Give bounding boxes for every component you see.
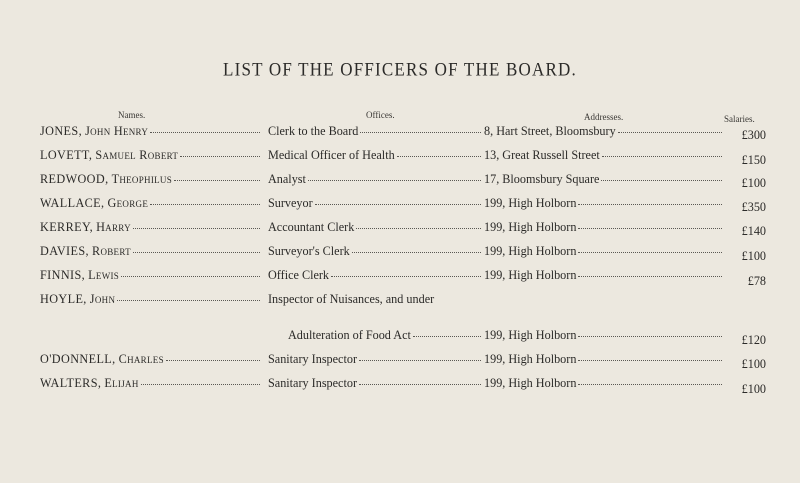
dot-leader (601, 180, 722, 181)
office-text: Inspector of Nuisances, and under (268, 292, 435, 306)
office-text: Office Clerk (268, 268, 330, 282)
officer-salary: £300 (741, 128, 766, 142)
dot-leader (359, 360, 481, 361)
officer-row (0, 220, 800, 238)
offices-column-header: Offices. (366, 110, 395, 120)
officer-office-continuation (288, 328, 483, 343)
officer-address (484, 148, 724, 163)
officer-row (0, 124, 800, 142)
office-text: Clerk to the Board (268, 124, 359, 138)
dot-leader (150, 132, 260, 133)
office-text: Sanitary Inspector (268, 376, 358, 390)
office-text: Accountant Clerk (268, 220, 355, 234)
officer-name (40, 244, 262, 259)
address-text: 199, High Holborn (484, 352, 577, 366)
officer-row (0, 148, 800, 166)
officer-row (0, 172, 800, 190)
office-text: Medical Officer of Health (268, 148, 395, 162)
address-text: 199, High Holborn (484, 328, 577, 342)
dot-leader (578, 336, 722, 337)
address-text: 199, High Holborn (484, 196, 577, 210)
officer-address (484, 268, 724, 283)
officer-office (268, 172, 483, 187)
officer-salary: £100 (741, 249, 766, 263)
dot-leader (413, 336, 481, 337)
officer-given-names: Charles (118, 352, 164, 366)
officer-row (0, 196, 800, 214)
officer-address (484, 172, 724, 187)
officer-address (484, 352, 724, 367)
officer-given-names: Robert (92, 244, 131, 258)
officer-salary: £350 (741, 200, 766, 214)
dot-leader (308, 180, 481, 181)
officer-name (40, 292, 262, 307)
office-text: Analyst (268, 172, 306, 186)
officer-name (40, 124, 262, 139)
dot-leader (397, 156, 481, 157)
dot-leader (578, 204, 722, 205)
officer-surname: HOYLE, (40, 292, 87, 306)
officer-surname: DAVIES, (40, 244, 89, 258)
officer-row-continuation (0, 328, 800, 346)
officer-row (0, 292, 800, 310)
officer-office (268, 148, 483, 163)
officer-row (0, 352, 800, 370)
officer-address (484, 244, 724, 259)
dot-leader (602, 156, 722, 157)
office-text: Adulteration of Food Act (288, 328, 411, 342)
officer-name (40, 148, 262, 163)
dot-leader (166, 360, 260, 361)
officer-row (0, 268, 800, 286)
officer-address (484, 124, 724, 139)
address-text: 199, High Holborn (484, 220, 577, 234)
office-text: Sanitary Inspector (268, 352, 358, 366)
dot-leader (174, 180, 260, 181)
address-text: 13, Great Russell Street (484, 148, 600, 162)
dot-leader (180, 156, 260, 157)
officer-salary: £100 (741, 382, 766, 396)
officer-office (268, 196, 483, 211)
dot-leader (360, 132, 481, 133)
officer-surname: REDWOOD, (40, 172, 109, 186)
officer-given-names: John (89, 292, 116, 306)
officer-given-names: Lewis (88, 268, 120, 282)
names-column-header: Names. (118, 110, 146, 120)
officer-surname: LOVETT, (40, 148, 93, 162)
dot-leader (578, 252, 722, 253)
officer-surname: JONES, (40, 124, 83, 138)
dot-leader (356, 228, 481, 229)
officer-given-names: Theophilus (111, 172, 173, 186)
officer-surname: WALTERS, (40, 376, 102, 390)
dot-leader (141, 384, 260, 385)
officer-surname: FINNIS, (40, 268, 86, 282)
address-text: 8, Hart Street, Bloomsbury (484, 124, 616, 138)
office-text: Surveyor (268, 196, 313, 210)
officer-surname: WALLACE, (40, 196, 105, 210)
officer-given-names: George (107, 196, 149, 210)
officer-address (484, 328, 724, 343)
officer-office (268, 268, 483, 283)
officer-surname: O'DONNELL, (40, 352, 116, 366)
officer-office (268, 220, 483, 235)
officer-row (0, 376, 800, 394)
officer-salary: £150 (741, 153, 766, 167)
officer-given-names: Elijah (104, 376, 139, 390)
dot-leader (578, 276, 722, 277)
officer-office (268, 244, 483, 259)
officer-address (484, 376, 724, 391)
address-text: 17, Bloomsbury Square (484, 172, 600, 186)
dot-leader (121, 276, 260, 277)
officer-office (268, 376, 483, 391)
officer-salary: £120 (741, 333, 766, 347)
officer-office (268, 352, 483, 367)
officer-name (40, 268, 262, 283)
dot-leader (133, 252, 260, 253)
officer-given-names: Harry (96, 220, 131, 234)
page-title: LIST OF THE OFFICERS OF THE BOARD. (223, 58, 577, 81)
officer-given-names: John Henry (85, 124, 149, 138)
officer-name (40, 220, 262, 235)
officer-salary: £78 (747, 274, 766, 288)
officer-name (40, 352, 262, 367)
officer-given-names: Samuel Robert (95, 148, 179, 162)
dot-leader (331, 276, 481, 277)
address-text: 199, High Holborn (484, 244, 577, 258)
dot-leader (133, 228, 260, 229)
officer-office (268, 292, 483, 307)
salaries-column-header: Salaries. (724, 114, 755, 124)
dot-leader (578, 384, 722, 385)
officer-name (40, 196, 262, 211)
dot-leader (315, 204, 481, 205)
officer-salary: £100 (741, 357, 766, 371)
addresses-column-header: Addresses. (584, 112, 624, 122)
officer-name (40, 376, 262, 391)
address-text: 199, High Holborn (484, 376, 577, 390)
officer-name (40, 172, 262, 187)
dot-leader (359, 384, 481, 385)
officer-salary: £100 (741, 176, 766, 190)
officer-address (484, 196, 724, 211)
officer-salary: £140 (741, 224, 766, 238)
dot-leader (618, 132, 722, 133)
officer-surname: KERREY, (40, 220, 94, 234)
officer-row (0, 244, 800, 262)
dot-leader (578, 360, 722, 361)
office-text: Surveyor's Clerk (268, 244, 350, 258)
officer-office (268, 124, 483, 139)
dot-leader (578, 228, 722, 229)
address-text: 199, High Holborn (484, 268, 577, 282)
officer-address (484, 220, 724, 235)
dot-leader (150, 204, 260, 205)
dot-leader (117, 300, 260, 301)
dot-leader (352, 252, 481, 253)
